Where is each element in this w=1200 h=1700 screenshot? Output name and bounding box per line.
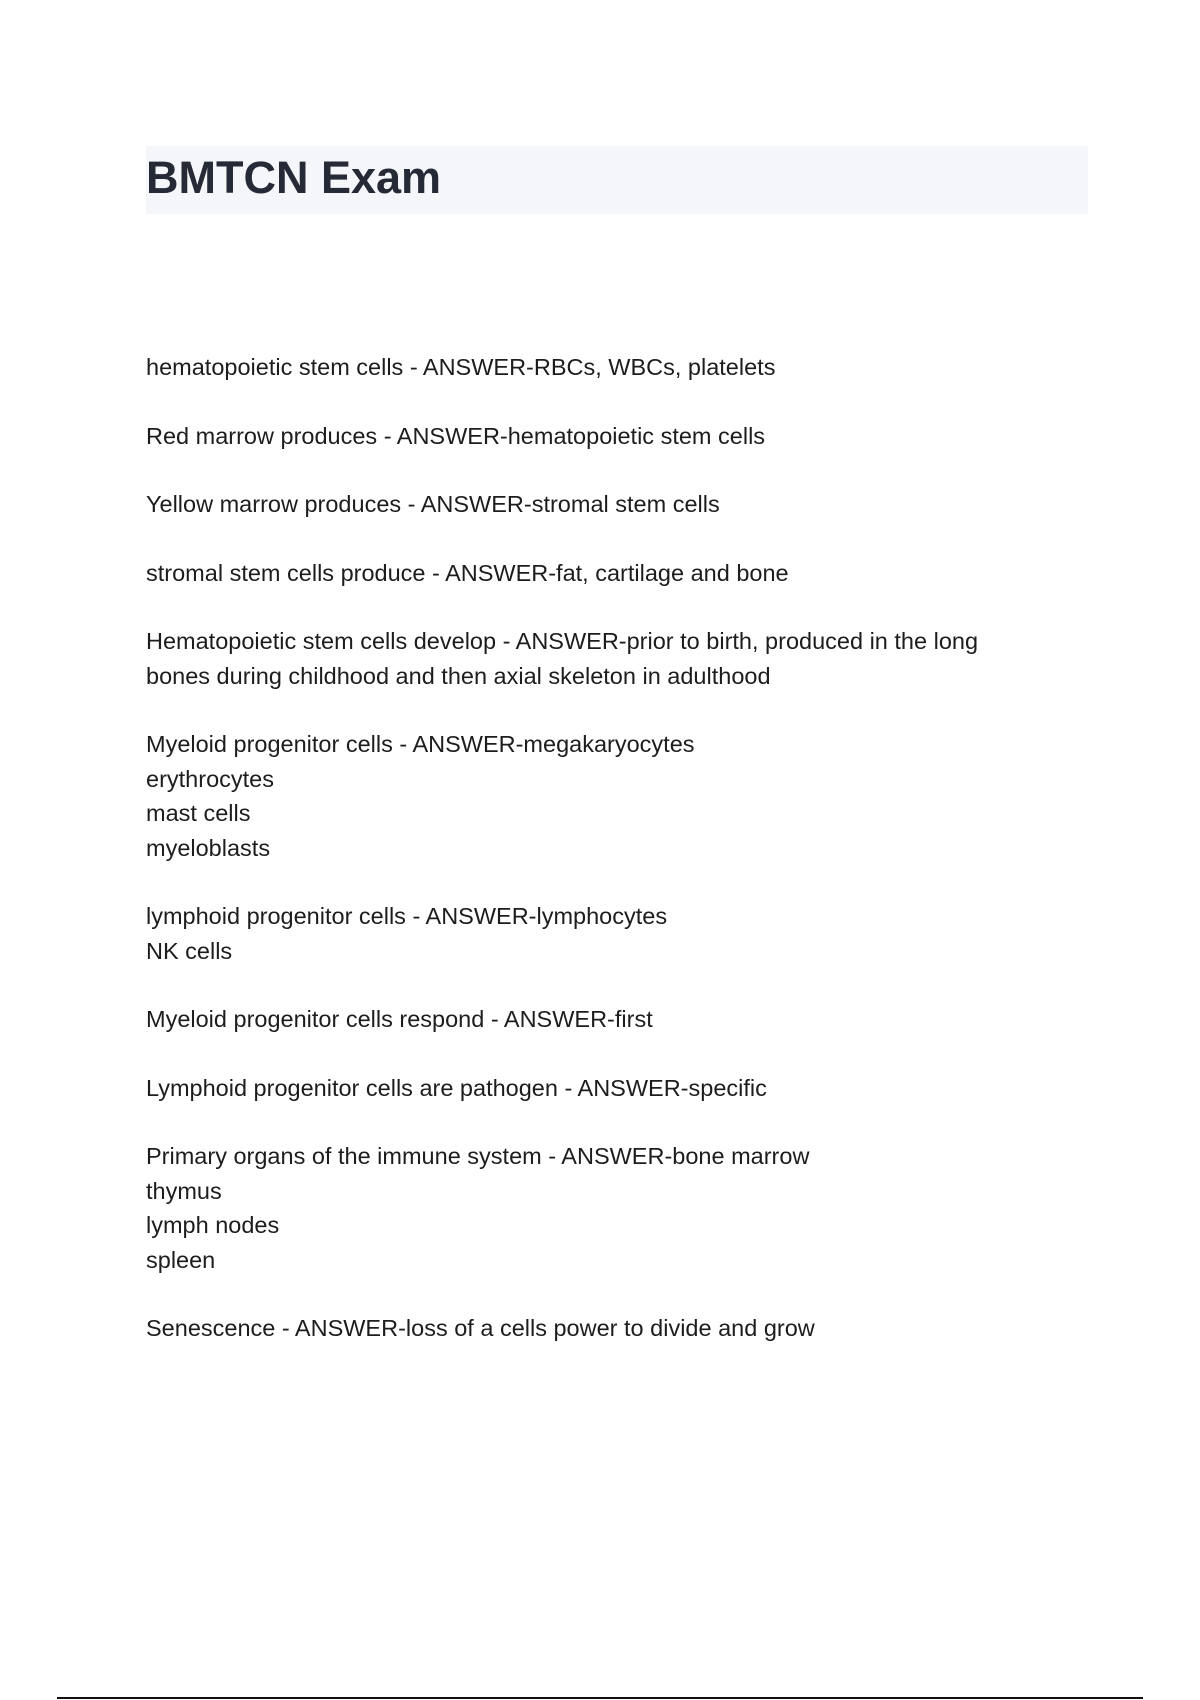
qa-line: lymphoid progenitor cells - ANSWER-lymphocytes [146,903,668,929]
qa-line: Lymphoid progenitor cells are pathogen - ANSWER-specific [146,1074,767,1101]
qa-line: Hematopoietic stem cells develop - ANSWER-prior to birth, produced in the long [146,628,979,654]
qa-line: Myeloid progenitor cells - ANSWER-megakaryocytes [146,731,695,757]
title-banner [146,146,1088,214]
qa-line: myeloblasts [146,834,271,861]
page-bottom-divider [57,1697,1143,1699]
qa-line: NK cells [146,937,233,964]
qa-entry [146,1311,1096,1346]
qa-list [146,350,1096,1380]
qa-entry [146,487,1096,522]
qa-entry [146,556,1096,591]
page-title: BMTCN Exam [146,152,442,203]
qa-line: erythrocytes [146,765,274,792]
qa-entry [146,624,1096,693]
qa-line: mast cells [146,800,251,826]
qa-line: Primary organs of the immune system - ANSWER-bone marrow [146,1143,810,1169]
qa-entry [146,1139,1096,1277]
qa-entry [146,1071,1096,1106]
qa-line: Yellow marrow produces - ANSWER-stromal stem cells [146,491,720,517]
qa-entry [146,899,1096,968]
qa-line: bones during childhood and then axial skeleton in adulthood [146,662,771,689]
qa-line: thymus [146,1177,222,1204]
qa-line: Senescence - ANSWER-loss of a cells power to divide and grow [146,1315,815,1341]
qa-line: spleen [146,1246,216,1273]
qa-line: hematopoietic stem cells - ANSWER-RBCs, WBCs, platelets [146,354,776,380]
qa-entry [146,727,1096,865]
qa-line: Myeloid progenitor cells respond - ANSWER-first [146,1006,653,1032]
qa-line: lymph nodes [146,1212,280,1238]
qa-entry [146,350,1096,385]
qa-line: stromal stem cells produce - ANSWER-fat, cartilage and bone [146,559,789,586]
qa-entry [146,419,1096,454]
qa-line: Red marrow produces - ANSWER-hematopoietic stem cells [146,422,766,449]
qa-entry [146,1002,1096,1037]
